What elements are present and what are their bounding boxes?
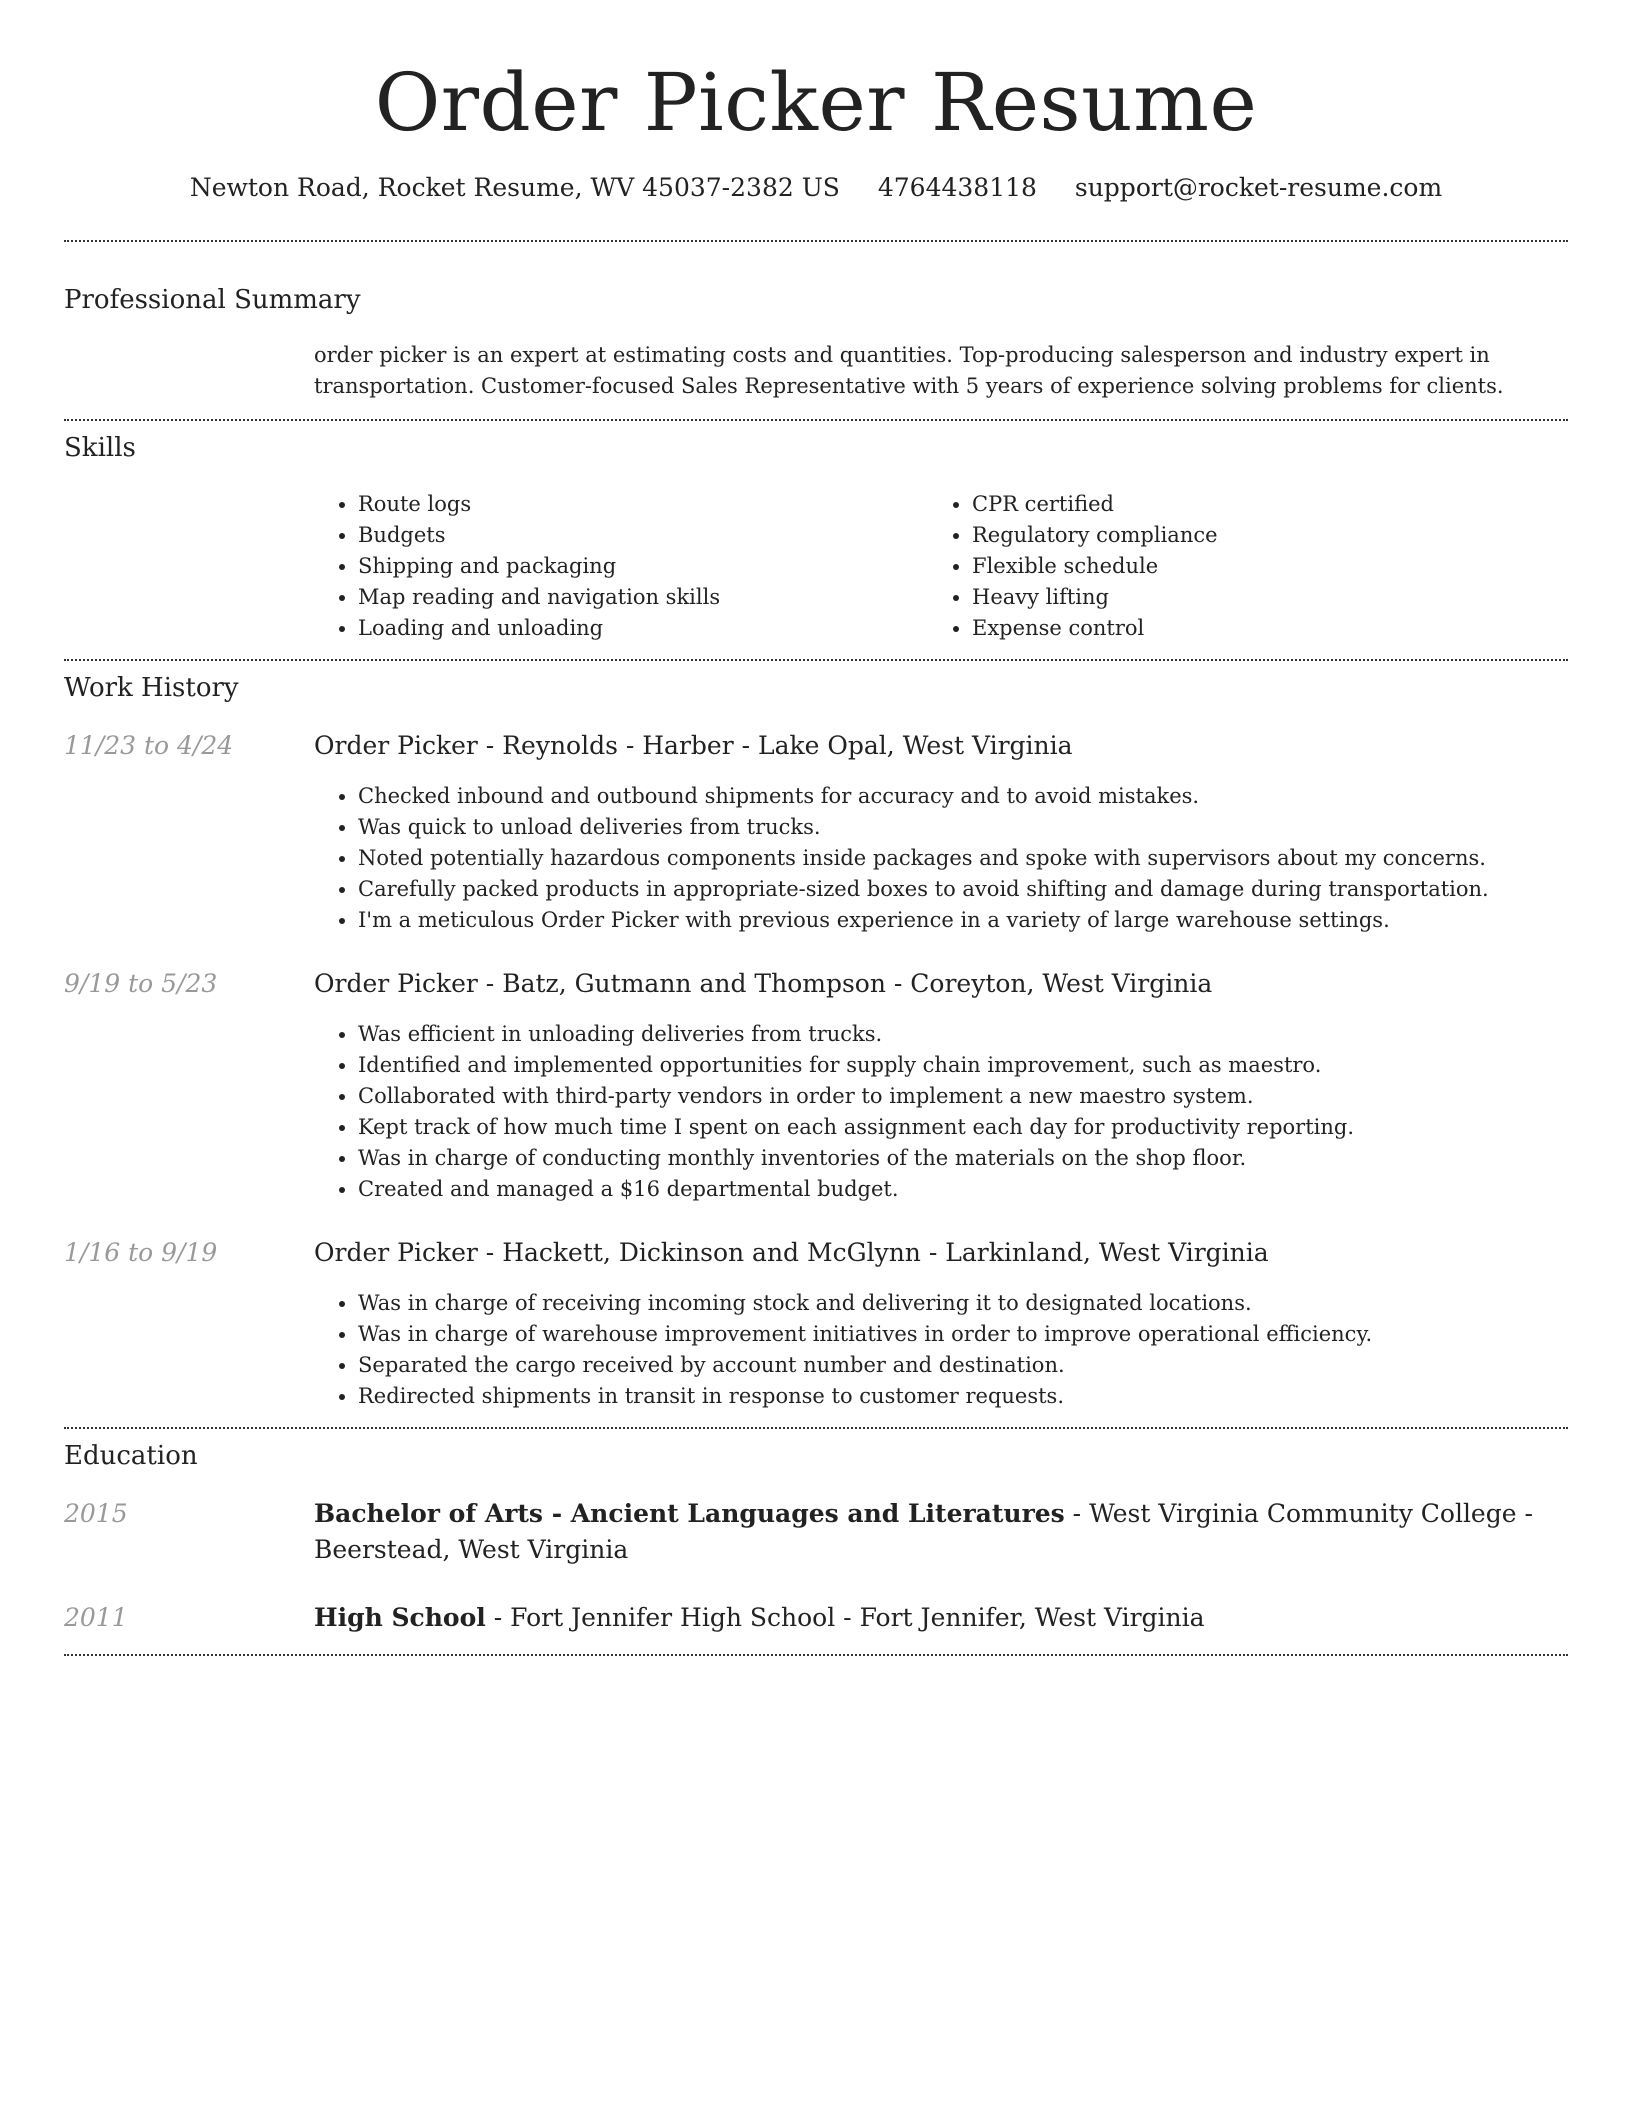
job-bullets (314, 1019, 1354, 1205)
skill-item: • Map reading and navigation skills (358, 582, 720, 613)
job-bullet: • Was efficient in unloading deliveries from trucks. (358, 1019, 1354, 1050)
summary-text: order picker is an expert at estimating costs and quantities. Top-producing salesperson and industry expert in transportation. Customer-focused Sales Representative with 5 years of experience solving problems for clients. (314, 343, 1504, 398)
skill-item: • Loading and unloading (358, 613, 720, 644)
job-heading: Order Picker - Reynolds - Harber - Lake Opal, West Virginia (314, 731, 1073, 760)
job-bullet: • Carefully packed products in appropriate-sized boxes to avoid shifting and damage during transportation. (358, 874, 1489, 905)
divider (64, 419, 1568, 421)
education-heading: Education (64, 1441, 198, 1471)
resume-title: Order Picker Resume (374, 56, 1258, 149)
skill-item: • Route logs (358, 489, 720, 520)
job-bullets (314, 781, 1489, 936)
education-entry (314, 1600, 1568, 1636)
skill-item: • Shipping and packaging (358, 551, 720, 582)
divider (64, 1654, 1568, 1656)
summary-heading: Professional Summary (64, 285, 361, 315)
education-school: - Fort Jennifer High School - Fort Jennifer, West Virginia (485, 1603, 1205, 1632)
skills-left-column (314, 489, 720, 644)
skills-heading: Skills (64, 433, 136, 463)
education-year: 2011 (64, 1603, 128, 1632)
education-degree: Bachelor of Arts - Ancient Languages and Literatures (314, 1499, 1065, 1528)
contact-phone: 4764438118 (877, 173, 1037, 202)
job-bullet: • Was in charge of receiving incoming stock and delivering it to designated locations. (358, 1288, 1372, 1319)
job-heading: Order Picker - Batz, Gutmann and Thompson - Coreyton, West Virginia (314, 969, 1213, 998)
job-bullet: • Kept track of how much time I spent on each assignment each day for productivity reporting. (358, 1112, 1354, 1143)
job-bullet: • Noted potentially hazardous components inside packages and spoke with supervisors about my concerns. (358, 843, 1489, 874)
skill-item: • Budgets (358, 520, 720, 551)
divider (64, 1427, 1568, 1429)
skill-item: • Expense control (972, 613, 1218, 644)
contact-line (64, 170, 1568, 206)
education-entry (314, 1496, 1568, 1568)
skill-item: • Heavy lifting (972, 582, 1218, 613)
job-bullet: • Separated the cargo received by account number and destination. (358, 1350, 1372, 1381)
job-bullet: • Checked inbound and outbound shipments for accuracy and to avoid mistakes. (358, 781, 1489, 812)
job-bullets (314, 1288, 1372, 1412)
job-bullet: • Was quick to unload deliveries from trucks. (358, 812, 1489, 843)
job-bullet: • Created and managed a $16 departmental budget. (358, 1174, 1354, 1205)
work-history-heading: Work History (64, 673, 239, 703)
contact-email: support@rocket-resume.com (1074, 173, 1443, 202)
job-dates: 9/19 to 5/23 (64, 969, 218, 998)
divider (64, 240, 1568, 242)
skills-right-column (928, 489, 1218, 644)
job-bullet: • Was in charge of conducting monthly inventories of the materials on the shop floor. (358, 1143, 1354, 1174)
skill-item: • Regulatory compliance (972, 520, 1218, 551)
job-heading: Order Picker - Hackett, Dickinson and McGlynn - Larkinland, West Virginia (314, 1238, 1269, 1267)
education-year: 2015 (64, 1499, 128, 1528)
job-bullet: • Collaborated with third-party vendors in order to implement a new maestro system. (358, 1081, 1354, 1112)
job-bullet: • Redirected shipments in transit in response to customer requests. (358, 1381, 1372, 1412)
education-school: - West Virginia Community College - Beerstead, West Virginia (314, 1499, 1533, 1564)
job-bullet: • Identified and implemented opportunities for supply chain improvement, such as maestro. (358, 1050, 1354, 1081)
job-dates: 11/23 to 4/24 (64, 731, 234, 760)
skill-item: • Flexible schedule (972, 551, 1218, 582)
job-bullet: • Was in charge of warehouse improvement initiatives in order to improve operational efficiency. (358, 1319, 1372, 1350)
skill-item: • CPR certified (972, 489, 1218, 520)
job-bullet: • I'm a meticulous Order Picker with previous experience in a variety of large warehouse settings. (358, 905, 1489, 936)
education-degree: High School (314, 1603, 486, 1632)
job-dates: 1/16 to 9/19 (64, 1238, 218, 1267)
contact-address: Newton Road, Rocket Resume, WV 45037-2382 US (189, 173, 840, 202)
divider (64, 659, 1568, 661)
